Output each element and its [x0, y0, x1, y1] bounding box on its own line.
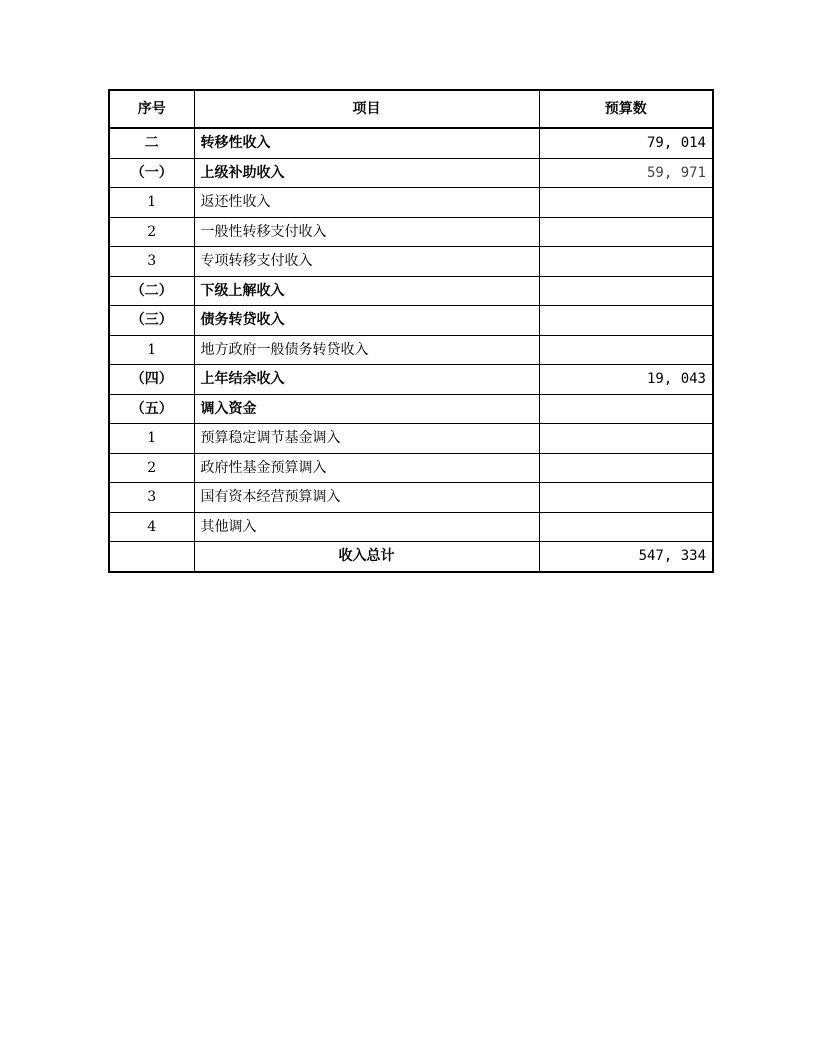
table-total-row — [109, 542, 713, 572]
row-amount — [539, 247, 713, 277]
row-amount — [539, 188, 713, 218]
row-amount — [539, 512, 713, 542]
row-item: 转移性收入 — [194, 128, 539, 158]
header-seq: 序号 — [109, 90, 194, 128]
row-seq: 2 — [109, 217, 194, 247]
table-row — [109, 512, 713, 542]
table-row — [109, 335, 713, 365]
total-amount: 547, 334 — [539, 542, 713, 572]
total-seq — [109, 542, 194, 572]
table-row — [109, 128, 713, 158]
row-seq: （四） — [109, 365, 194, 395]
row-amount: 59, 971 — [539, 158, 713, 188]
table-row — [109, 483, 713, 513]
table-row — [109, 394, 713, 424]
row-item: 专项转移支付收入 — [194, 247, 539, 277]
table-row — [109, 188, 713, 218]
row-item: 预算稳定调节基金调入 — [194, 424, 539, 454]
row-item: 其他调入 — [194, 512, 539, 542]
table-row — [109, 453, 713, 483]
row-amount — [539, 276, 713, 306]
row-seq: 1 — [109, 188, 194, 218]
row-amount — [539, 394, 713, 424]
row-item: 返还性收入 — [194, 188, 539, 218]
row-item: 上年结余收入 — [194, 365, 539, 395]
budget-table — [108, 89, 714, 573]
total-label: 收入总计 — [194, 542, 539, 572]
row-item: 国有资本经营预算调入 — [194, 483, 539, 513]
header-item: 项目 — [194, 90, 539, 128]
row-item: 上级补助收入 — [194, 158, 539, 188]
row-seq: （三） — [109, 306, 194, 336]
row-seq: （一） — [109, 158, 194, 188]
table-row — [109, 424, 713, 454]
row-item: 地方政府一般债务转贷收入 — [194, 335, 539, 365]
table-row — [109, 365, 713, 395]
row-amount: 19, 043 — [539, 365, 713, 395]
table-row — [109, 247, 713, 277]
row-item: 一般性转移支付收入 — [194, 217, 539, 247]
row-item: 下级上解收入 — [194, 276, 539, 306]
table-header-row — [109, 90, 713, 128]
row-amount: 79, 014 — [539, 128, 713, 158]
row-item: 政府性基金预算调入 — [194, 453, 539, 483]
row-seq: 2 — [109, 453, 194, 483]
row-amount — [539, 483, 713, 513]
row-seq: 3 — [109, 483, 194, 513]
row-item: 债务转贷收入 — [194, 306, 539, 336]
row-amount — [539, 217, 713, 247]
row-seq: 1 — [109, 424, 194, 454]
row-seq: （二） — [109, 276, 194, 306]
table-row — [109, 306, 713, 336]
row-amount — [539, 453, 713, 483]
table-row — [109, 276, 713, 306]
row-seq: 1 — [109, 335, 194, 365]
row-seq: （五） — [109, 394, 194, 424]
row-amount — [539, 306, 713, 336]
header-amount: 预算数 — [539, 90, 713, 128]
table-row — [109, 217, 713, 247]
row-amount — [539, 424, 713, 454]
row-seq: 二 — [109, 128, 194, 158]
table-row — [109, 158, 713, 188]
row-amount — [539, 335, 713, 365]
row-seq: 3 — [109, 247, 194, 277]
row-item: 调入资金 — [194, 394, 539, 424]
row-seq: 4 — [109, 512, 194, 542]
